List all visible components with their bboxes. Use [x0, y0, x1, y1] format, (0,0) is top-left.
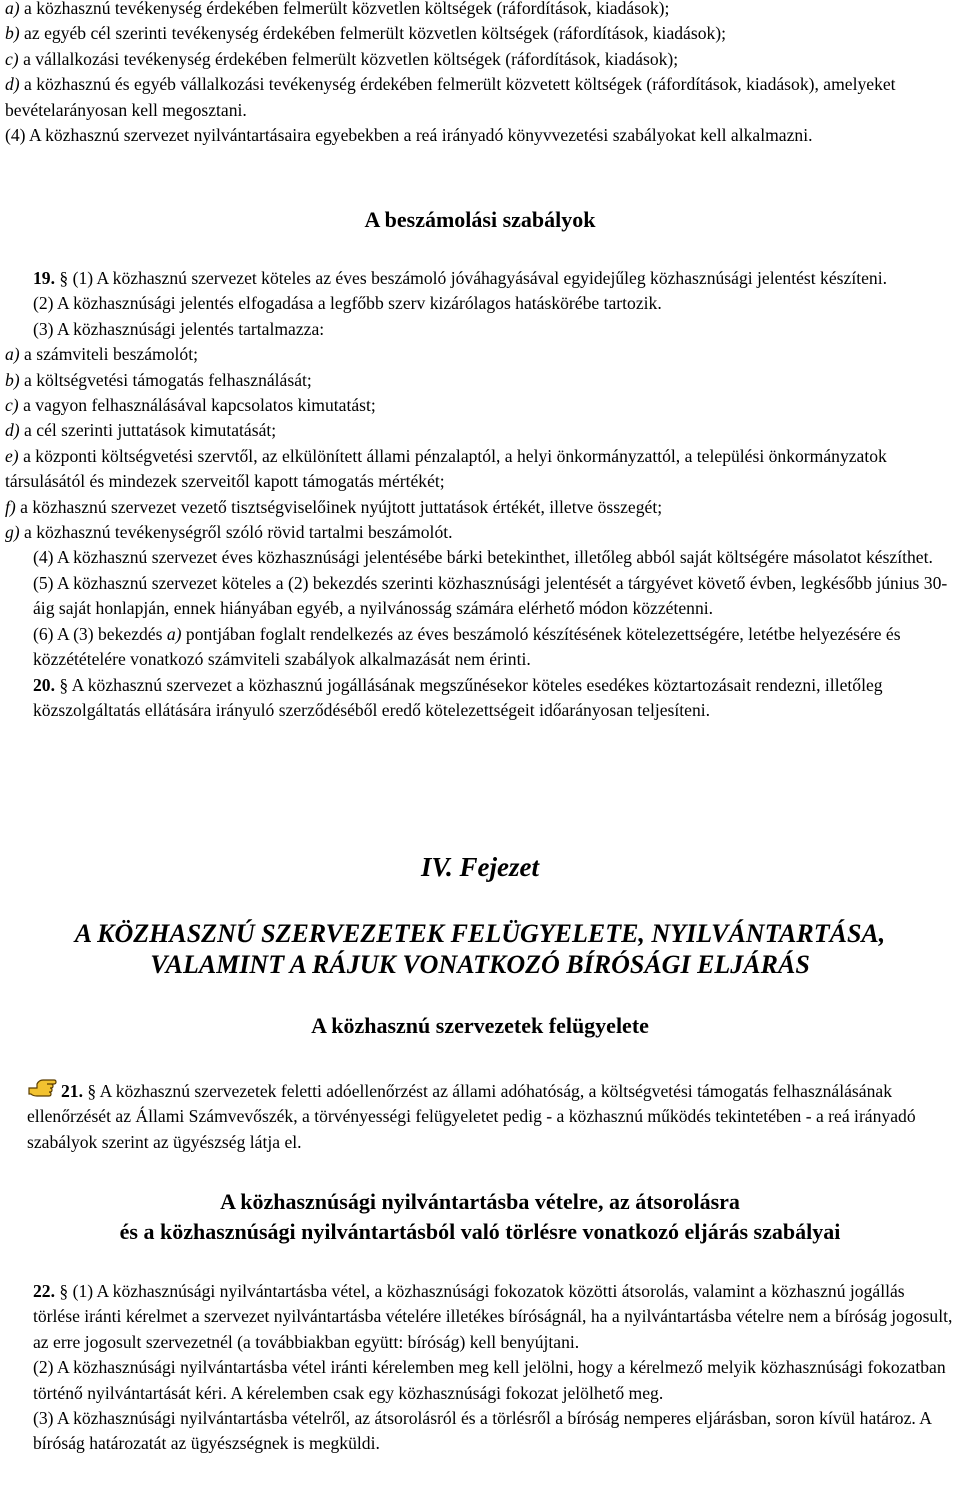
section-21 [5, 1078, 955, 1155]
section-number: 19. [33, 268, 55, 288]
section-sign: § [59, 268, 69, 288]
chapter-subtitle-line: A KÖZHASZNÚ SZERVEZETEK FELÜGYELETE, NYILVÁNTARTÁSA, [74, 919, 886, 948]
list-item: g) a közhasznú tevékenységről szóló rövid tartalmi beszámolót. [5, 522, 453, 543]
s22-para-3: (3) A közhasznúsági nyilvántartásba vételről, az átsorolásról és a törlésről a bíróság nemperes eljárásban, soron kívül határoz. A bíróság határozatát az ügyészségnek is megküldi. [33, 1408, 931, 1454]
section-number: 20. [33, 674, 55, 695]
s19-para-6: (6) A (3) bekezdés a) pontjában foglalt rendelkezés az éves beszámoló készítésének kötelezettségére, letétbe helyezésére és közzétételére vonatkozó számviteli szabályok alkalmazását nem érinti. [33, 623, 901, 670]
list-item: c) a vállalkozási tevékenység érdekében felmerült közvetlen költségek (ráfordítások, kiadások); [5, 48, 679, 69]
list-item: b) az egyéb cél szerinti tevékenység érdekében felmerült közvetlen költségek (ráfordítások, kiadások); [5, 23, 727, 44]
section-number: 21. [61, 1081, 83, 1101]
chapter-title: IV. Fejezet [420, 852, 539, 882]
list-item: a) a közhasznú tevékenység érdekében felmerült közvetlen költségek (ráfordítások, kiadások); [5, 0, 670, 18]
heading-nyilvantartas [5, 1187, 955, 1247]
s19-para-1: 19. § (1) A közhasznú szervezet köteles az éves beszámoló jóváhagyásával egyidejűleg közhasznúsági jelentést készíteni. [33, 268, 887, 288]
heading-felugyelet: A közhasznú szervezetek felügyelete [311, 1013, 649, 1038]
s19-para-3: (3) A közhasznúsági jelentés tartalmazza: [33, 318, 325, 339]
cost-items-list [5, 0, 955, 148]
s19-para-5: (5) A közhasznú szervezet köteles a (2) bekezdés szerinti közhasznúsági jelentését a tárgyévet követő évben, legkésőbb június 30-áig saját honlapján, ennek hiányában egyéb, a nyilvánosság számára elérhető módon közzétenni. [33, 572, 948, 619]
s21-para: 21. § A közhasznú szervezetek feletti adóellenőrzést az állami adóhatóság, a költségvetési támogatás felhasználásának ellenőrzését az Állami Számvevőszék, a törvényességi felügyeletet pedig - a közhasznú működés tekintetében - a reá irányadó szabályok szerint az ügyészség látja el. [5, 1078, 955, 1155]
s19-para-2: (2) A közhasznúsági jelentés elfogadása a legfőbb szerv kizárólagos hatáskörébe tartozik. [33, 293, 662, 314]
section-19 [5, 266, 955, 723]
list-item: f) a közhasznú szervezet vezető tisztségviselőinek nyújtott juttatások értékét, illetve összegét; [5, 496, 663, 517]
section-22 [5, 1279, 955, 1457]
section-number: 22. [33, 1281, 55, 1301]
s20-para: 20. § A közhasznú szervezet a közhasznú jogállásának megszűnésekor köteles esedékes köztartozásait rendezni, illetőleg közszolgáltatás ellátására irányuló szerződéséből eredő kötelezettségeit időarányosan teljesíteni. [33, 674, 883, 720]
pointing-hand-icon[interactable] [27, 1078, 57, 1100]
heading-line: és a közhasznúsági nyilvántartásból való törlésre vonatkozó eljárás szabályai [119, 1219, 841, 1244]
paragraph-4: (4) A közhasznú szervezet nyilvántartásaira egyebekben a reá irányadó könyvvezetési szabályokat kell alkalmazni. [5, 125, 813, 146]
s22-para-1: 22. § (1) A közhasznúsági nyilvántartásba vétel, a közhasznúsági fokozatok közötti átsorolás, valamint a közhasznú jogállás törlése iránti kérelmet a szervezet nyilvántartásba vételére illetékes bíróságnál, ha a nyilvántartásba vételre nem a bíróság jogosult, az erre jogosult szervezetnél (a továbbiakban együtt: bíróság) kell benyújtani. [33, 1281, 953, 1352]
heading-line: A közhasznúsági nyilvántartásba vételre, az átsorolásra [220, 1189, 740, 1214]
list-item: b) a költségvetési támogatás felhasználását; [5, 369, 312, 390]
section-sign: § [59, 1281, 69, 1301]
list-item: e) a központi költségvetési szervtől, az elkülönített állami pénzalaptól, a helyi önkormányzattól, a települési önkormányzatok társulásától és mindezek szerveitől kapott támogatás mértékét; [5, 445, 887, 492]
section-sign: § [87, 1081, 97, 1101]
list-item: d) a közhasznú és egyéb vállalkozási tevékenység érdekében felmerült közvetett költségek (ráfordítások, kiadások), amelyeket bevételarányosan kell megosztani. [5, 74, 896, 120]
chapter-subtitle-line: VALAMINT A RÁJUK VONATKOZÓ BÍRÓSÁGI ELJÁRÁS [150, 950, 810, 979]
heading-beszamolo: A beszámolási szabályok [364, 207, 596, 232]
section-sign: § [59, 674, 69, 695]
list-item: c) a vagyon felhasználásával kapcsolatos kimutatást; [5, 395, 376, 416]
chapter-subtitle [5, 918, 955, 980]
s19-para-4: (4) A közhasznú szervezet éves közhasznúsági jelentésébe bárki betekinthet, illetőleg abból saját költségére másolatot készíthet. [33, 547, 933, 568]
list-item: d) a cél szerinti juttatások kimutatását; [5, 420, 277, 441]
s22-para-2: (2) A közhasznúsági nyilvántartásba vétel iránti kérelemben meg kell jelölni, hogy a kérelmező melyik közhasznúsági fokozatban történő nyilvántartását kéri. A kérelemben csak egy közhasznúsági fokozat jelölhető meg. [33, 1357, 946, 1403]
list-item: a) a számviteli beszámolót; [5, 344, 198, 365]
